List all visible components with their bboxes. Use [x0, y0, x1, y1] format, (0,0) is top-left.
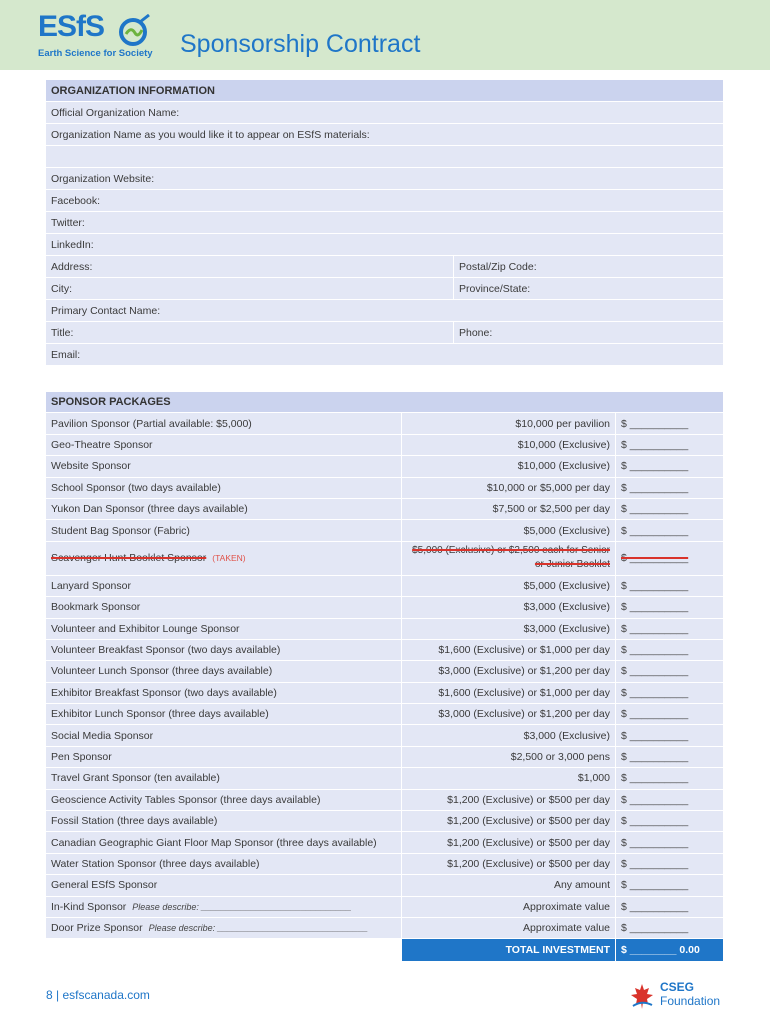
package-name: Door Prize Sponsor — [51, 922, 143, 935]
amount-field[interactable]: $ __________ — [615, 456, 723, 477]
phone-field[interactable]: Phone: — [453, 322, 723, 344]
package-name: Geoscience Activity Tables Sponsor (three days available) — [51, 793, 321, 806]
display-name-input[interactable] — [46, 146, 723, 168]
amount-field[interactable]: $ __________ — [615, 520, 723, 541]
package-row — [46, 456, 723, 477]
package-name: Student Bag Sponsor (Fabric) — [51, 524, 190, 537]
describe-field[interactable]: Please describe: ______________________________ — [148, 923, 368, 934]
amount-field[interactable]: $ __________ — [615, 790, 723, 811]
amount-field[interactable]: $ __________ — [615, 832, 723, 853]
contact-name-field[interactable]: Primary Contact Name: — [46, 300, 723, 322]
package-name: School Sponsor (two days available) — [51, 481, 221, 494]
cseg-name: CSEG — [660, 980, 695, 994]
package-row — [46, 478, 723, 499]
footer-website-link[interactable]: esfscanada.com — [62, 988, 150, 1002]
package-name: Bookmark Sponsor — [51, 601, 141, 614]
package-name: Travel Grant Sponsor (ten available) — [51, 772, 220, 785]
twitter-field[interactable]: Twitter: — [46, 212, 723, 234]
package-price: $1,200 (Exclusive) or $500 per day — [401, 790, 615, 811]
section-heading: SPONSOR PACKAGES — [46, 392, 723, 413]
package-name: Exhibitor Breakfast Sponsor (two days available) — [51, 686, 277, 699]
linkedin-field[interactable]: LinkedIn: — [46, 234, 723, 256]
amount-field[interactable]: $ __________ — [615, 619, 723, 640]
amount-field[interactable]: $ __________ — [615, 640, 723, 661]
package-price: $1,200 (Exclusive) or $500 per day — [401, 854, 615, 875]
section-heading: ORGANIZATION INFORMATION — [46, 80, 723, 102]
amount-field[interactable]: $ __________ — [615, 918, 723, 939]
amount-field[interactable]: $ __________ — [615, 499, 723, 520]
amount-field[interactable]: $ __________ — [615, 435, 723, 456]
package-price: $3,000 (Exclusive) — [401, 725, 615, 746]
package-row — [46, 747, 723, 768]
amount-field[interactable]: $ __________ — [615, 725, 723, 746]
amount-field[interactable]: $ __________ — [615, 875, 723, 896]
amount-field[interactable]: $ __________ — [615, 897, 723, 918]
package-row — [46, 918, 723, 939]
package-name: Scavenger Hunt Booklet Sponsor — [51, 552, 207, 565]
package-price: $10,000 (Exclusive) — [401, 456, 615, 477]
package-row — [46, 790, 723, 811]
amount-field[interactable]: $ __________ — [615, 704, 723, 725]
website-field[interactable]: Organization Website: — [46, 168, 723, 190]
package-price: $1,600 (Exclusive) or $1,000 per day — [401, 640, 615, 661]
amount-field[interactable]: $ __________ — [615, 747, 723, 768]
amount-field[interactable]: $ __________ — [615, 597, 723, 618]
logo-tagline: Earth Science for Society — [38, 48, 153, 59]
package-row — [46, 704, 723, 725]
package-name: General ESfS Sponsor — [51, 879, 158, 892]
package-name: Exhibitor Lunch Sponsor (three days available) — [51, 708, 269, 721]
city-field[interactable]: City: — [46, 278, 453, 300]
package-name: Volunteer Breakfast Sponsor (two days available) — [51, 644, 281, 657]
package-row — [46, 520, 723, 541]
package-row — [46, 725, 723, 746]
package-row — [46, 435, 723, 456]
package-price: $1,600 (Exclusive) or $1,000 per day — [401, 683, 615, 704]
page-number: 8 — [46, 988, 53, 1002]
package-price: $1,200 (Exclusive) or $500 per day — [401, 832, 615, 853]
package-price: Any amount — [401, 875, 615, 896]
esfs-logo — [38, 10, 168, 62]
contact-title-field[interactable]: Title: — [46, 322, 453, 344]
package-price: $1,000 — [401, 768, 615, 789]
amount-field[interactable]: $ __________ — [615, 854, 723, 875]
amount-field[interactable]: $ __________ — [615, 811, 723, 832]
package-price: $5,000 (Exclusive) or $2,500 each for Senior or Junior Booklet — [401, 542, 615, 576]
package-row — [46, 832, 723, 853]
package-price: $10,000 (Exclusive) — [401, 435, 615, 456]
page-header — [0, 0, 770, 70]
package-name: Fossil Station (three days available) — [51, 815, 218, 828]
package-row — [46, 499, 723, 520]
package-price: $10,000 or $5,000 per day — [401, 478, 615, 499]
display-name-field[interactable]: Organization Name as you would like it to appear on ESfS materials: — [46, 124, 723, 146]
page-footer — [46, 988, 150, 1002]
official-name-field[interactable]: Official Organization Name: — [46, 102, 723, 124]
package-price: $3,000 (Exclusive) — [401, 619, 615, 640]
amount-field[interactable]: $ __________ — [615, 661, 723, 682]
package-name: Pavilion Sponsor (Partial available: $5,000) — [51, 417, 252, 430]
taken-badge: (TAKEN) — [212, 553, 246, 564]
package-name: Geo-Theatre Sponsor — [51, 438, 153, 451]
amount-field[interactable]: $ __________ — [615, 413, 723, 434]
amount-field[interactable]: $ __________ — [615, 683, 723, 704]
address-field[interactable]: Address: — [46, 256, 453, 278]
package-price: $3,000 (Exclusive) or $1,200 per day — [401, 661, 615, 682]
package-price: $10,000 per pavilion — [401, 413, 615, 434]
package-price: Approximate value — [401, 918, 615, 939]
package-price: Approximate value — [401, 897, 615, 918]
package-price: $5,000 (Exclusive) — [401, 520, 615, 541]
cseg-foundation-logo — [630, 978, 730, 1012]
package-name: Yukon Dan Sponsor (three days available) — [51, 503, 248, 516]
package-name: Canadian Geographic Giant Floor Map Sponsor (three days available) — [51, 836, 377, 849]
province-field[interactable]: Province/State: — [453, 278, 723, 300]
package-name: Pen Sponsor — [51, 751, 112, 764]
sponsor-packages-table — [46, 392, 723, 962]
package-price: $7,500 or $2,500 per day — [401, 499, 615, 520]
package-name: Lanyard Sponsor — [51, 579, 131, 592]
package-row — [46, 811, 723, 832]
facebook-field[interactable]: Facebook: — [46, 190, 723, 212]
package-row — [46, 640, 723, 661]
package-name: Water Station Sponsor (three days available) — [51, 858, 260, 870]
total-investment-row — [46, 939, 723, 962]
package-row — [46, 619, 723, 640]
package-price: $1,200 (Exclusive) or $500 per day — [401, 811, 615, 832]
package-name: Social Media Sponsor — [51, 729, 154, 742]
package-row — [46, 897, 723, 918]
page-title: Sponsorship Contract — [180, 30, 421, 58]
package-price: $5,000 (Exclusive) — [401, 576, 615, 597]
package-row — [46, 854, 723, 875]
postal-code-field[interactable]: Postal/Zip Code: — [453, 256, 723, 278]
amount-field[interactable]: $ __________ — [615, 576, 723, 597]
package-row — [46, 768, 723, 789]
package-row — [46, 661, 723, 682]
cseg-subtitle: Foundation — [660, 994, 721, 1008]
organization-information-table — [46, 80, 723, 366]
package-row — [46, 576, 723, 597]
package-price: $3,000 (Exclusive) — [401, 597, 615, 618]
email-field[interactable]: Email: — [46, 344, 723, 366]
package-name: Website Sponsor — [51, 460, 131, 473]
package-row — [46, 413, 723, 434]
amount-field[interactable]: $ __________ — [615, 478, 723, 499]
package-name: In-Kind Sponsor — [51, 900, 127, 913]
package-row-taken — [46, 542, 723, 576]
amount-field[interactable]: $ __________ — [615, 768, 723, 789]
package-price: $3,000 (Exclusive) or $1,200 per day — [401, 704, 615, 725]
package-row — [46, 683, 723, 704]
package-row — [46, 597, 723, 618]
total-investment-field[interactable]: $ ________ 0.00 — [615, 939, 723, 962]
maple-leaf-icon — [630, 982, 654, 1010]
logo-text: ESfS — [38, 10, 105, 43]
package-name: Volunteer Lunch Sponsor (three days available) — [51, 665, 273, 678]
amount-field: $ __________ — [615, 542, 723, 576]
package-name: Volunteer and Exhibitor Lounge Sponsor — [51, 622, 240, 635]
total-investment-label: TOTAL INVESTMENT — [401, 939, 615, 962]
describe-field[interactable]: Please describe: ______________________________ — [132, 901, 352, 912]
globe-icon — [118, 14, 152, 48]
footer-separator: | — [56, 988, 60, 1002]
package-price: $2,500 or 3,000 pens — [401, 747, 615, 768]
package-row — [46, 875, 723, 896]
